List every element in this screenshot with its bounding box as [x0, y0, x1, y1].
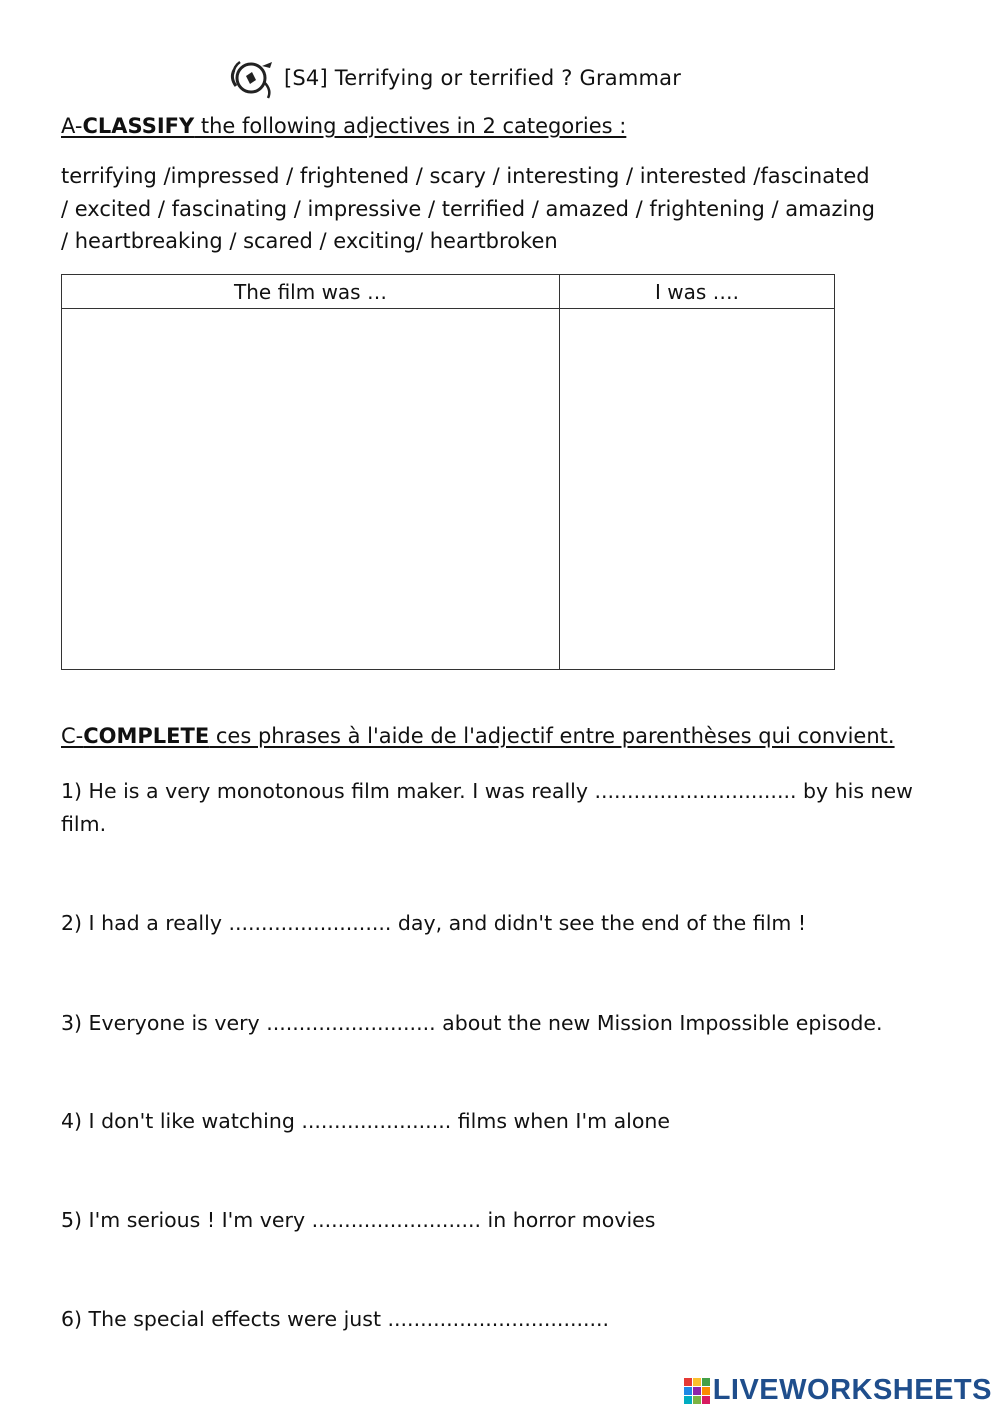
title-text: [S4] Terrifying or terrified ? Grammar — [284, 66, 682, 90]
sentence-5: 5) I'm serious ! I'm very .......................... in horror movies — [61, 1208, 656, 1232]
answer-cell-i-was[interactable] — [559, 309, 834, 670]
adjective-list — [61, 160, 951, 258]
logo-tile — [693, 1378, 701, 1386]
answer-cell-film-was[interactable] — [62, 309, 560, 670]
logo-tile — [693, 1387, 701, 1395]
sentence-1: 1) He is a very monotonous film maker. I was really ............................... by his new film. — [61, 779, 913, 836]
sentence-3: 3) Everyone is very .......................... about the new Mission Impossible episode. — [61, 1011, 883, 1035]
column-header-i-was: I was …. — [559, 275, 834, 309]
classify-table — [61, 274, 835, 670]
sentence-2: 2) I had a really ......................... day, and didn't see the end of the film ! — [61, 911, 807, 935]
logo-tile — [702, 1396, 710, 1404]
logo-tile — [702, 1387, 710, 1395]
sentence-4: 4) I don't like watching ....................... films when I'm alone — [61, 1109, 670, 1133]
adjective-line: terrifying /impressed / frightened / scary / interesting / interested /fascinated — [61, 164, 870, 188]
logo-tile — [684, 1387, 692, 1395]
section-a-heading: A-CLASSIFY the following adjectives in 2 categories : — [61, 114, 627, 138]
adjective-line: / excited / fascinating / impressive / terrified / amazed / frightening / amazing — [61, 196, 875, 221]
brand-text: LIVEWORKSHEETS — [712, 1374, 992, 1406]
section-c-heading: C-COMPLETE ces phrases à l'aide de l'adjectif entre parenthèses qui convient. — [61, 724, 895, 748]
logo-tile — [684, 1396, 692, 1404]
adjective-line: / heartbreaking / scared / exciting/ heartbroken — [61, 229, 558, 253]
sentence-6: 6) The special effects were just .................................. — [61, 1307, 610, 1331]
logo-tile — [693, 1396, 701, 1404]
column-header-film-was: The film was … — [62, 275, 560, 309]
liveworksheets-brand — [684, 1374, 992, 1407]
liveworksheets-logo-icon — [684, 1378, 710, 1404]
classify-keyword: CLASSIFY — [82, 114, 195, 138]
worksheet-title — [228, 56, 681, 100]
007-gun-logo-icon — [228, 56, 274, 100]
logo-tile — [684, 1378, 692, 1386]
complete-keyword: COMPLETE — [83, 724, 210, 748]
logo-tile — [702, 1378, 710, 1386]
